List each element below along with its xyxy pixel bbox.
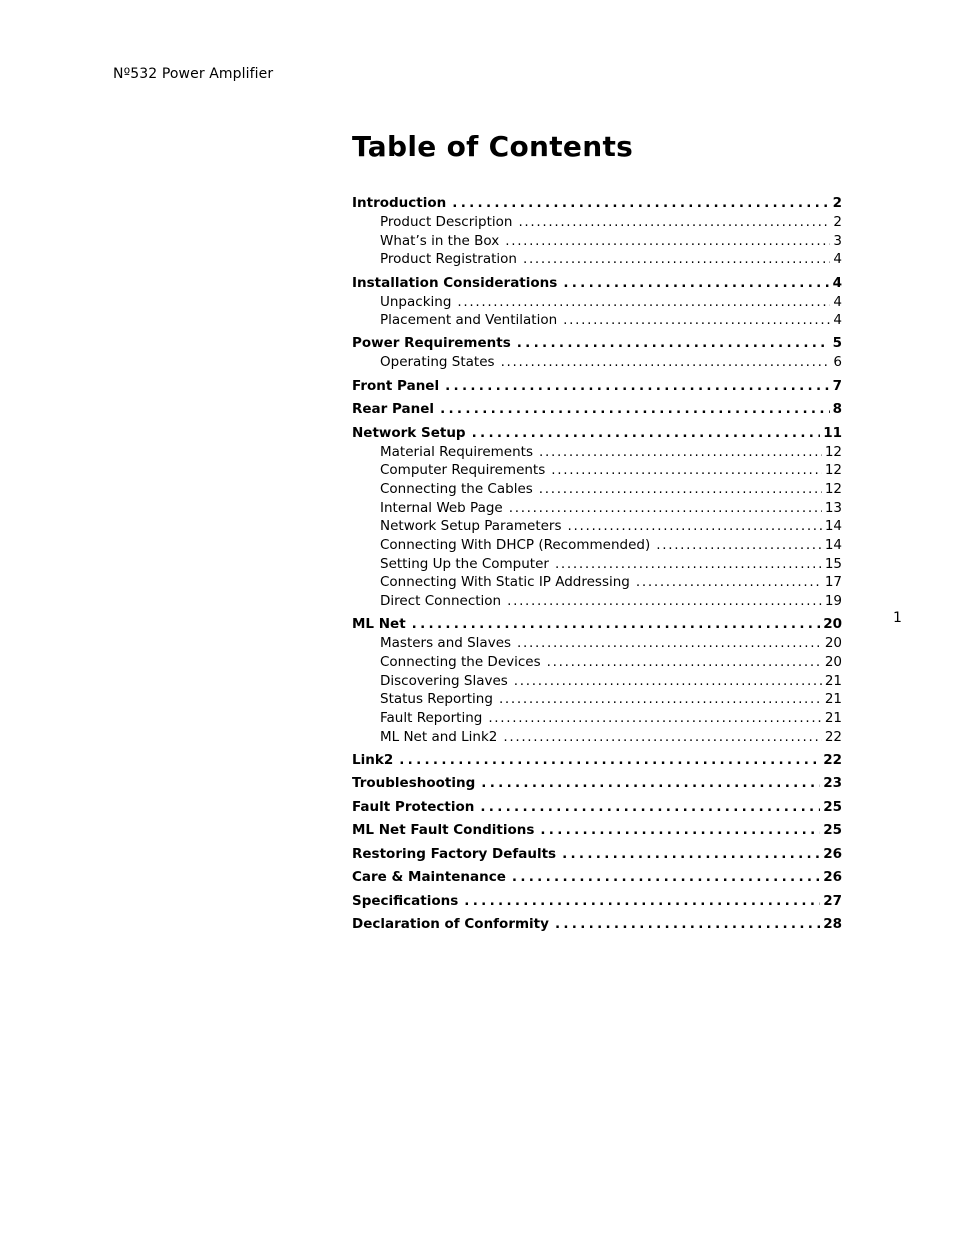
toc-entry-page: 28	[823, 916, 842, 933]
toc-entry[interactable]	[352, 401, 842, 420]
toc-subentry-label: Fault Reporting	[380, 710, 483, 727]
toc-entry-label: Care & Maintenance	[352, 869, 506, 886]
toc-entry-page: 7	[832, 377, 842, 394]
toc-subentry-label: Connecting the Devices	[380, 654, 541, 670]
dot-leader	[499, 691, 822, 707]
toc-subentry-label: Computer Requirements	[380, 462, 546, 479]
toc-entry[interactable]	[352, 616, 842, 635]
toc-entry-label: Fault Protection	[352, 798, 475, 815]
toc-entry-page: 25	[823, 798, 842, 815]
toc-entry-label: Introduction	[352, 195, 447, 211]
toc-entry-label: Declaration of Conformity	[352, 916, 549, 933]
toc-subentry[interactable]	[352, 251, 842, 270]
toc-subentry-page: 12	[824, 443, 842, 460]
toc-subentry-label: Product Registration	[380, 251, 517, 268]
toc-subentry[interactable]	[352, 537, 842, 556]
toc-section	[352, 425, 842, 612]
toc-subentry[interactable]	[352, 654, 842, 673]
toc-subentry[interactable]	[352, 593, 842, 612]
page-title: Table of Contents	[352, 130, 634, 163]
toc-subentry[interactable]	[352, 354, 842, 373]
toc-entry-page: 20	[823, 616, 842, 633]
toc-entry-page: 2	[832, 195, 842, 211]
toc-entry[interactable]	[352, 799, 842, 818]
toc-subentry-page: 14	[824, 537, 842, 554]
toc-subentry-page: 4	[833, 312, 842, 329]
toc-subentry-label: Product Description	[380, 214, 513, 230]
toc-subentry-label: Connecting With DHCP (Recommended)	[380, 537, 651, 554]
dot-leader	[464, 893, 820, 909]
table-of-contents	[352, 195, 842, 940]
dot-leader	[399, 752, 820, 768]
dot-leader	[501, 354, 831, 370]
toc-subentry-page: 21	[824, 691, 842, 708]
page-number: 1	[893, 610, 902, 626]
toc-entry[interactable]	[352, 275, 842, 294]
toc-subentry-label: Material Requirements	[380, 443, 533, 460]
toc-entry-label: ML Net Fault Conditions	[352, 822, 535, 839]
toc-subentry-page: 12	[824, 462, 842, 479]
toc-subentry[interactable]	[352, 481, 842, 500]
toc-subentry-label: ML Net and Link2	[380, 728, 498, 745]
toc-subentry[interactable]	[352, 444, 842, 463]
toc-section	[352, 378, 842, 397]
dot-leader	[507, 593, 822, 609]
toc-subentry-label: Network Setup Parameters	[380, 518, 562, 535]
toc-subentry[interactable]	[352, 312, 842, 331]
toc-subentry-page: 4	[833, 293, 842, 310]
toc-subentry-page: 20	[824, 654, 842, 670]
dot-leader	[503, 729, 821, 745]
toc-entry-page: 23	[823, 775, 842, 792]
toc-entry-page: 26	[823, 869, 842, 886]
toc-subentry-label: Unpacking	[380, 293, 452, 310]
toc-subentry-page: 13	[824, 499, 842, 516]
dot-leader	[563, 275, 829, 291]
toc-entry-label: Troubleshooting	[352, 775, 476, 792]
dot-leader	[512, 869, 820, 885]
toc-subentry-page: 6	[833, 354, 842, 371]
dot-leader	[539, 444, 822, 460]
toc-subentry-page: 14	[824, 518, 842, 535]
toc-subentry[interactable]	[352, 574, 842, 593]
toc-entry[interactable]	[352, 195, 842, 214]
dot-leader	[540, 822, 820, 838]
toc-entry-page: 22	[823, 751, 842, 768]
toc-subentry-label: Connecting the Cables	[380, 481, 533, 497]
toc-section	[352, 846, 842, 865]
toc-entry-page: 8	[832, 401, 842, 418]
dot-leader	[523, 251, 830, 267]
toc-subentry[interactable]	[352, 233, 842, 252]
dot-leader	[480, 799, 820, 815]
toc-entry-page: 27	[823, 892, 842, 909]
dot-leader	[636, 574, 822, 590]
toc-subentry-label: What’s in the Box	[380, 232, 500, 249]
dot-leader	[517, 335, 830, 351]
dot-leader	[514, 673, 822, 689]
toc-section	[352, 869, 842, 888]
toc-subentry-page: 4	[833, 251, 842, 268]
toc-entry-label: Restoring Factory Defaults	[352, 845, 557, 862]
dot-leader	[568, 518, 822, 534]
toc-subentry-page: 21	[824, 672, 842, 689]
toc-subentry[interactable]	[352, 691, 842, 710]
toc-subentry-label: Status Reporting	[380, 691, 493, 708]
toc-entry[interactable]	[352, 869, 842, 888]
dot-leader	[472, 425, 821, 441]
dot-leader	[539, 481, 822, 497]
toc-section	[352, 616, 842, 747]
dot-leader	[518, 214, 830, 230]
toc-section	[352, 775, 842, 794]
toc-subentry[interactable]	[352, 462, 842, 481]
toc-subentry-page: 20	[824, 635, 842, 652]
toc-subentry-label: Operating States	[380, 354, 495, 371]
toc-entry-label: ML Net	[352, 616, 406, 633]
dot-leader	[452, 195, 829, 211]
toc-entry-label: Front Panel	[352, 377, 440, 394]
toc-subentry-page: 21	[824, 710, 842, 727]
toc-subentry-label: Internal Web Page	[380, 499, 503, 516]
toc-subentry[interactable]	[352, 500, 842, 519]
toc-entry[interactable]	[352, 822, 842, 841]
toc-entry-page: 4	[832, 274, 842, 291]
toc-subentry[interactable]	[352, 710, 842, 729]
toc-subentry[interactable]	[352, 518, 842, 537]
dot-leader	[555, 916, 820, 932]
dot-leader	[551, 462, 822, 478]
dot-leader	[488, 710, 821, 726]
toc-section	[352, 822, 842, 841]
toc-subentry-page: 12	[824, 481, 842, 497]
toc-subentry-label: Connecting With Static IP Addressing	[380, 574, 630, 591]
dot-leader	[563, 312, 830, 328]
toc-subentry-label: Masters and Slaves	[380, 635, 512, 652]
toc-section	[352, 752, 842, 771]
dot-leader	[547, 654, 822, 670]
toc-section	[352, 893, 842, 912]
toc-entry-label: Rear Panel	[352, 401, 435, 418]
toc-entry-page: 5	[832, 335, 842, 352]
dot-leader	[656, 537, 822, 553]
dot-leader	[562, 846, 820, 862]
toc-subentry-page: 2	[833, 214, 842, 230]
running-header: Nº532 Power Amplifier	[113, 66, 274, 82]
dot-leader	[555, 556, 822, 572]
toc-entry[interactable]	[352, 752, 842, 771]
toc-entry-label: Specifications	[352, 892, 459, 909]
toc-subentry-page: 3	[833, 232, 842, 249]
toc-entry-label: Link2	[352, 751, 394, 768]
toc-subentry[interactable]	[352, 556, 842, 575]
toc-entry[interactable]	[352, 893, 842, 912]
toc-entry-page: 11	[823, 424, 842, 441]
toc-entry-page: 26	[823, 845, 842, 862]
toc-section	[352, 916, 842, 935]
toc-entry-page: 25	[823, 822, 842, 839]
dot-leader	[412, 616, 821, 632]
toc-subentry-label: Discovering Slaves	[380, 672, 508, 689]
toc-entry[interactable]	[352, 916, 842, 935]
toc-subentry-page: 19	[824, 593, 842, 610]
toc-section	[352, 195, 842, 270]
toc-entry[interactable]	[352, 335, 842, 354]
dot-leader	[445, 378, 830, 394]
toc-section	[352, 275, 842, 331]
toc-entry-label: Installation Considerations	[352, 274, 558, 291]
toc-subentry-page: 15	[824, 555, 842, 572]
toc-subentry[interactable]	[352, 635, 842, 654]
dot-leader	[481, 775, 820, 791]
toc-subentry-page: 22	[824, 728, 842, 745]
toc-subentry-page: 17	[824, 574, 842, 591]
toc-subentry[interactable]	[352, 673, 842, 692]
toc-entry-label: Power Requirements	[352, 335, 511, 352]
toc-subentry[interactable]	[352, 294, 842, 313]
toc-section	[352, 799, 842, 818]
toc-section	[352, 335, 842, 373]
toc-entry[interactable]	[352, 378, 842, 397]
toc-subentry-label: Setting Up the Computer	[380, 555, 549, 572]
dot-leader	[509, 500, 822, 516]
dot-leader	[505, 233, 830, 249]
dot-leader	[517, 635, 822, 651]
toc-subentry-label: Direct Connection	[380, 593, 502, 610]
toc-subentry-label: Placement and Ventilation	[380, 312, 558, 329]
toc-entry-label: Network Setup	[352, 424, 466, 441]
toc-entry[interactable]	[352, 425, 842, 444]
toc-entry[interactable]	[352, 846, 842, 865]
toc-entry[interactable]	[352, 775, 842, 794]
toc-section	[352, 401, 842, 420]
toc-subentry[interactable]	[352, 214, 842, 233]
toc-subentry[interactable]	[352, 729, 842, 748]
dot-leader	[457, 294, 830, 310]
dot-leader	[440, 401, 830, 417]
